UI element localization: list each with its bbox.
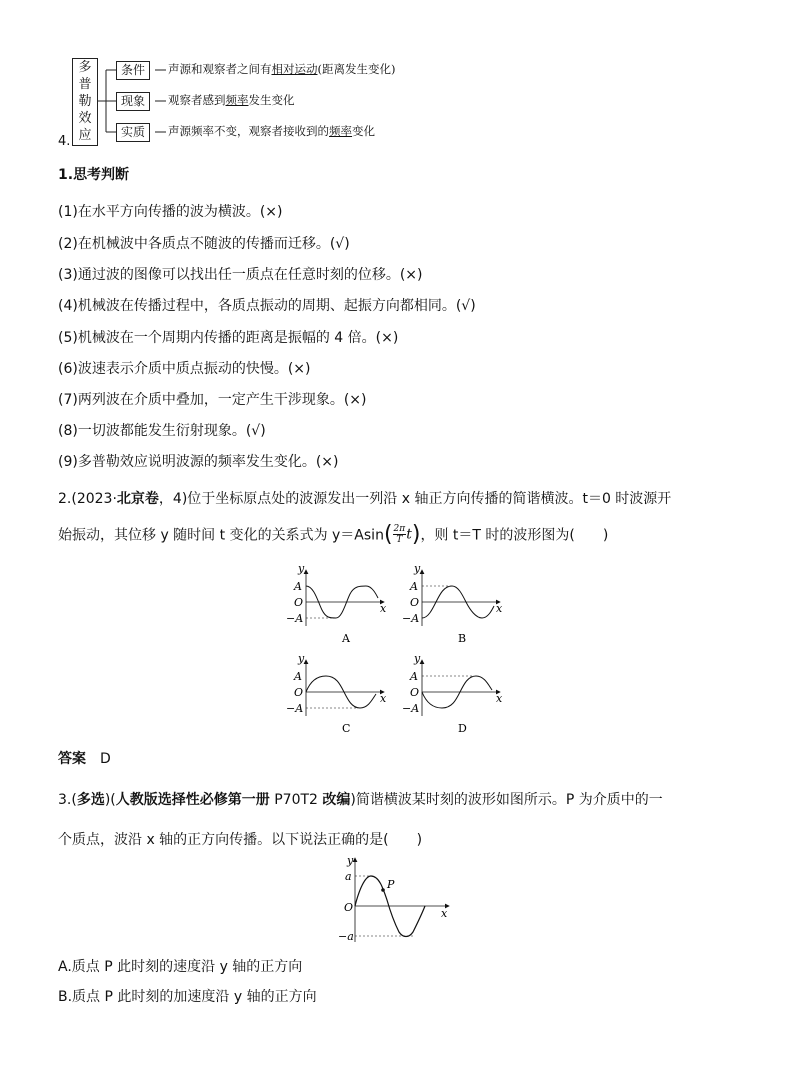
title-char: 勒 <box>78 94 92 109</box>
doppler-text-essence: 声源频率不变，观察者接收到的频率变化 <box>168 124 375 138</box>
point-p-label: P <box>387 878 395 891</box>
axis-x-label: x <box>380 602 387 615</box>
item-number: 4. <box>58 134 71 149</box>
judgement-item: (7)两列波在介质中叠加，一定产生干涉现象。(×) <box>58 392 367 408</box>
tick-negA: −A <box>286 702 304 715</box>
graph-d <box>402 652 503 735</box>
section-heading: 1.思考判断 <box>58 167 130 183</box>
tick-A: A <box>294 580 302 593</box>
title-char: 应 <box>78 128 92 143</box>
tick-O: O <box>344 901 354 914</box>
axis-y-label: y <box>347 854 354 867</box>
tick-A: A <box>410 580 418 593</box>
axis-y-label: y <box>298 652 305 665</box>
doppler-label-essence: 实质 <box>116 123 150 142</box>
option-label: A <box>342 632 350 645</box>
graph-b <box>402 562 503 645</box>
doppler-diagram <box>58 56 478 152</box>
graph-a <box>286 562 387 645</box>
judgement-item: (8)一切波都能发生衍射现象。(√) <box>58 423 266 439</box>
tick-O: O <box>410 596 420 609</box>
q3-option-b: B.质点 P 此时刻的加速度沿 y 轴的正方向 <box>58 989 317 1005</box>
tick-negA: −A <box>286 612 304 625</box>
tick-O: O <box>294 596 304 609</box>
formula-fraction: $\frac{2\pi}{T}$ <box>393 524 406 545</box>
judgement-item: (3)通过波的图像可以找出任一质点在任意时刻的位移。(×) <box>58 267 423 283</box>
tick-O: O <box>410 686 420 699</box>
q3-line1: 3.(多选)(人教版选择性必修第一册 P70T2 改编)简谐横波某时刻的波形如图所示。P 为介质中的一 <box>58 792 663 808</box>
judgement-item: (1)在水平方向传播的波为横波。(×) <box>58 204 283 220</box>
axis-y-label: y <box>414 652 421 665</box>
q2-line1: 2.(2023·北京卷，4)位于坐标原点处的波源发出一列沿 x 轴正方向传播的简谐横波。t＝0 时波源开 <box>58 491 672 507</box>
axis-y-label: y <box>414 562 421 575</box>
axis-x-label: x <box>441 907 448 920</box>
title-char: 效 <box>78 111 92 126</box>
tick-O: O <box>294 686 304 699</box>
q3-line2: 个质点，波沿 x 轴的正方向传播。以下说法正确的是( ) <box>58 832 423 848</box>
tick-A: A <box>410 670 418 683</box>
option-label: C <box>342 722 351 735</box>
q2-option-graphs <box>280 560 520 740</box>
q2-line2: 始振动，其位移 y 随时间 t 变化的关系式为 y＝Asin( $\frac{2\pi}{T}$ t)，则 t＝T 时的波形图为( ) <box>58 522 609 547</box>
tick-negA: −A <box>402 612 420 625</box>
judgement-item: (5)机械波在一个周期内传播的距离是振幅的 4 倍。(×) <box>58 330 399 346</box>
judgement-item: (6)波速表示介质中质点振动的快慢。(×) <box>58 361 311 377</box>
axis-x-label: x <box>380 692 387 705</box>
graph-c <box>286 652 387 735</box>
option-label: D <box>458 722 467 735</box>
q3-wave-graph <box>325 854 455 946</box>
title-char: 普 <box>78 77 92 92</box>
tick-negA: −A <box>402 702 420 715</box>
q3-option-a: A.质点 P 此时刻的速度沿 y 轴的正方向 <box>58 959 303 975</box>
option-label: B <box>458 632 467 645</box>
point-p <box>381 888 385 892</box>
tick-A: A <box>294 670 302 683</box>
doppler-label-condition: 条件 <box>116 61 150 80</box>
doppler-text-phenomenon: 观察者感到频率发生变化 <box>168 93 295 107</box>
formula-paren: ( <box>383 522 393 547</box>
axis-x-label: x <box>496 692 503 705</box>
q2-answer: 答案 D <box>58 751 111 767</box>
tick-a: a <box>345 870 352 883</box>
judgement-item: (4)机械波在传播过程中，各质点振动的周期、起振方向都相同。(√) <box>58 298 476 314</box>
axis-x-label: x <box>496 602 503 615</box>
doppler-label-phenomenon: 现象 <box>116 92 150 111</box>
tick-nega: −a <box>338 930 354 943</box>
axis-y-label: y <box>298 562 305 575</box>
title-char: 多 <box>78 60 92 75</box>
judgement-item: (9)多普勒效应说明波源的频率发生变化。(×) <box>58 454 339 470</box>
formula-paren: ) <box>411 522 421 547</box>
judgement-item: (2)在机械波中各质点不随波的传播而迁移。(√) <box>58 236 350 252</box>
doppler-text-condition: 声源和观察者之间有相对运动(距离发生变化) <box>168 62 396 76</box>
